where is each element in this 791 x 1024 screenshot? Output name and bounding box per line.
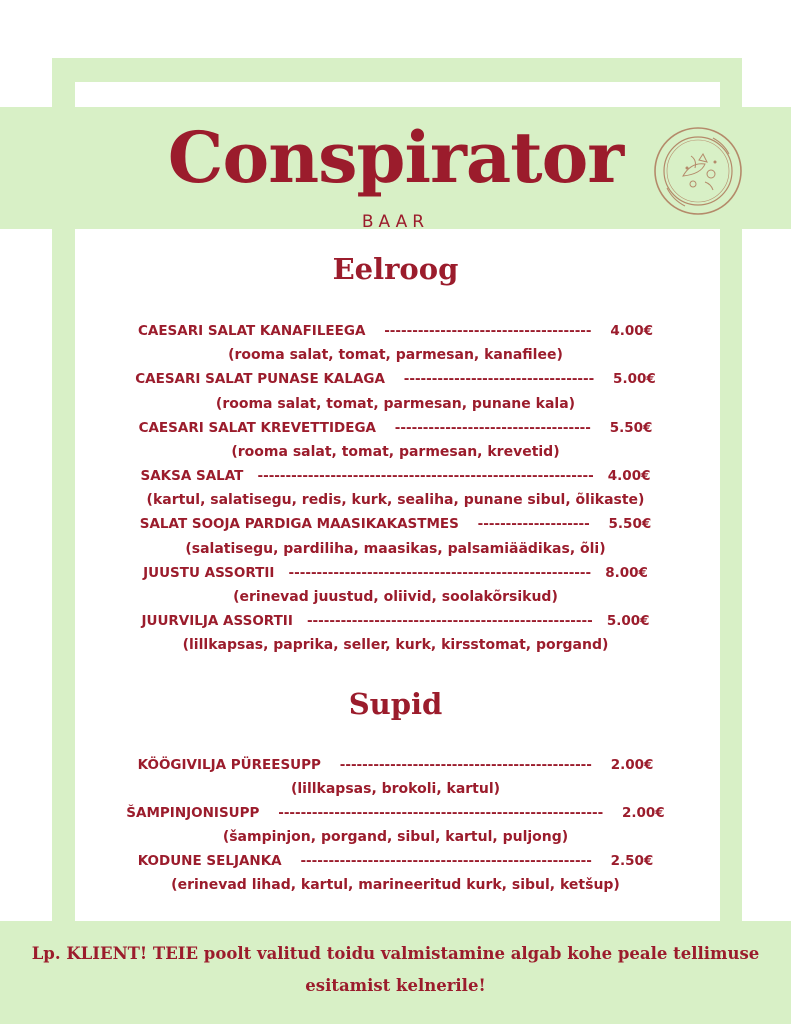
leader-dashes: ---------------------------------------------------- xyxy=(281,853,611,869)
menu-item-row xyxy=(0,419,791,437)
menu-item-row xyxy=(0,322,791,340)
menu-item-name: CAESARI SALAT PUNASE KALAGA xyxy=(135,371,385,387)
menu-item-name: CAESARI SALAT KANAFILEEGA xyxy=(137,323,366,339)
footer-notice-line-1: Lp. KLIENT! TEIE poolt valitud toidu valmistamine algab kohe peale tellimuse xyxy=(31,944,760,963)
menu-item-description: (rooma salat, tomat, parmesan, punane kala) xyxy=(215,396,576,412)
menu-item-description: (erinevad juustud, oliivid, soolakõrsikud) xyxy=(233,589,558,605)
section-title-eelroog: Eelroog xyxy=(332,252,459,286)
leader-dashes: ------------------------------------------------------------ xyxy=(243,468,608,484)
leader-dashes: -------------------- xyxy=(458,516,609,532)
menu-item-price: 2.00€ xyxy=(610,757,654,773)
menu-item-description: (lillkapsas, paprika, seller, kurk, kirsstomat, porgand) xyxy=(182,637,609,653)
menu-item-name: ŠAMPINJONISUPP xyxy=(126,805,260,821)
menu-item-price: 5.50€ xyxy=(608,516,652,532)
menu-item-row xyxy=(0,612,791,630)
menu-item-price: 4.00€ xyxy=(607,468,651,484)
menu-item-row xyxy=(0,756,791,774)
leader-dashes: ------------------------------------- xyxy=(365,323,611,339)
plate-with-food-icon xyxy=(653,126,743,216)
menu-item-name: KÖÖGIVILJA PÜREESUPP xyxy=(137,757,321,773)
footer-notice xyxy=(10,938,781,1002)
menu-item-price: 5.00€ xyxy=(613,371,656,387)
menu-item-description: (rooma salat, tomat, parmesan, kanafilee) xyxy=(228,347,563,363)
menu-item-description: (erinevad lihad, kartul, marineeritud kurk, sibul, ketšup) xyxy=(171,877,620,893)
leader-dashes: --------------------------------------------------- xyxy=(292,613,607,629)
leader-dashes: ------------------------------------------------------ xyxy=(274,565,606,581)
menu-item-row xyxy=(0,467,791,485)
restaurant-title: Conspirator xyxy=(167,116,624,199)
menu-item-price: 4.00€ xyxy=(610,323,654,339)
menu-item-price: 8.00€ xyxy=(605,565,648,581)
menu-item-price: 5.00€ xyxy=(606,613,650,629)
footer-notice-line-2: esitamist kelnerile! xyxy=(305,976,486,995)
menu-item-price: 5.50€ xyxy=(609,420,653,436)
menu-item-price: 2.50€ xyxy=(610,853,654,869)
menu-item-description: (rooma salat, tomat, parmesan, krevetid) xyxy=(231,444,560,460)
menu-item-row xyxy=(0,564,791,582)
menu-item-price: 2.00€ xyxy=(622,805,665,821)
menu-item-description: (salatisegu, pardiliha, maasikas, palsamiäädikas, õli) xyxy=(185,541,606,557)
menu-item-name: JUUSTU ASSORTII xyxy=(143,565,275,581)
leader-dashes: ---------------------------------- xyxy=(384,371,614,387)
menu-item-row xyxy=(0,370,791,388)
menu-item-row xyxy=(0,515,791,533)
section-title-supid: Supid xyxy=(348,687,443,721)
leader-dashes: --------------------------------------------- xyxy=(320,757,611,773)
menu-item-name: KODUNE SELJANKA xyxy=(137,853,282,869)
menu-item-name: CAESARI SALAT KREVETTIDEGA xyxy=(138,420,376,436)
menu-item-name: SALAT SOOJA PARDIGA MAASIKAKASTMES xyxy=(139,516,459,532)
menu-item-description: (lillkapsas, brokoli, kartul) xyxy=(290,781,501,797)
leader-dashes: ----------------------------------- xyxy=(375,420,610,436)
menu-item-name: SAKSA SALAT xyxy=(140,468,244,484)
menu-item-name: JUURVILJA ASSORTII xyxy=(141,613,293,629)
menu-item-description: (šampinjon, porgand, sibul, kartul, puljong) xyxy=(222,829,569,845)
restaurant-subtitle: BAAR xyxy=(361,212,430,232)
menu-item-description: (kartul, salatisegu, redis, kurk, sealiha, punane sibul, õlikaste) xyxy=(146,492,645,508)
menu-item-row xyxy=(0,852,791,870)
menu-item-row xyxy=(0,804,791,822)
leader-dashes: ---------------------------------------------------------- xyxy=(259,805,622,821)
